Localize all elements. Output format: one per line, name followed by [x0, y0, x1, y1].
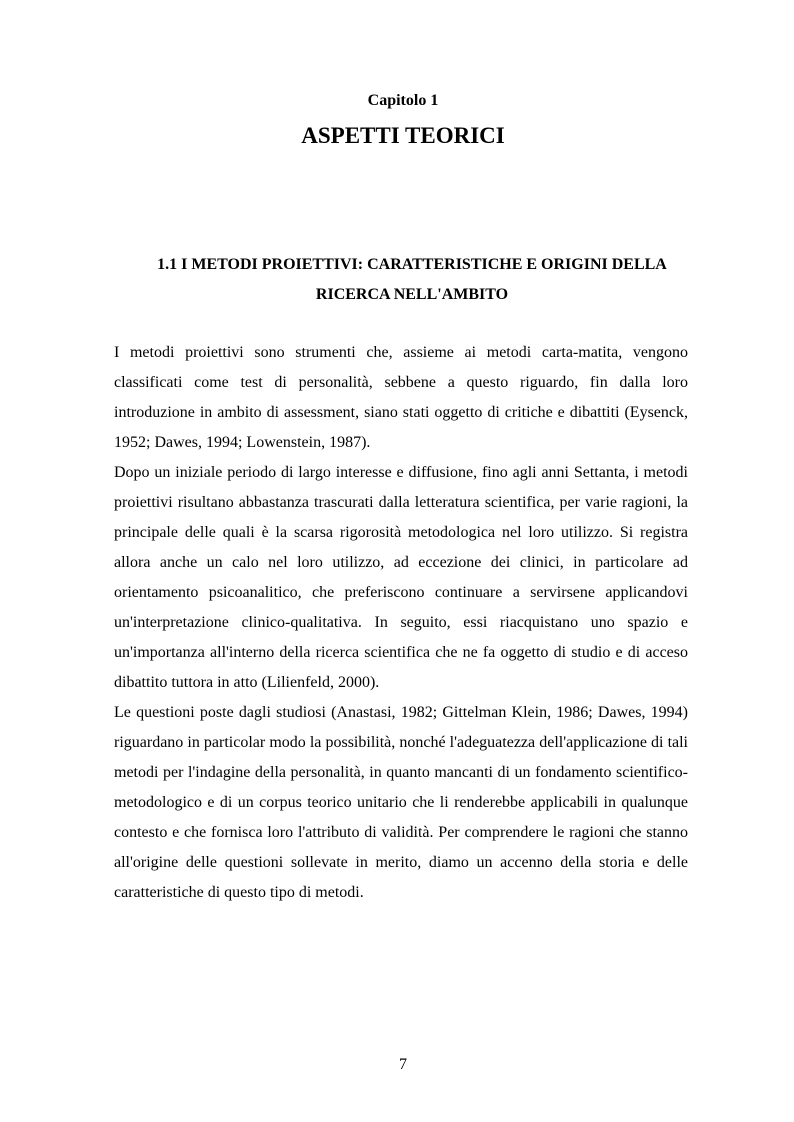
paragraph-3: Le questioni poste dagli studiosi (Anastasi, 1982; Gittelman Klein, 1986; Dawes, 1994) riguardano in particolar modo la possibilità, nonché l'adeguatezza dell'applicazione di tali metodi per l'indagine della personalità, in quanto mancanti di un fondamento scientifico-metodologico e di un corpus teorico unitario che li renderebbe applicabili in qualunque contesto e che fornisca loro l'attributo di validità. Per comprendere le ragioni che stanno all'origine delle questioni sollevate in merito, diamo un accenno della storia e delle caratteristiche di questo tipo di metodi. [114, 704, 688, 901]
page-number: 7 [399, 1056, 407, 1073]
section-title: 1.1 I METODI PROIETTIVI: CARATTERISTICHE E ORIGINI DELLA RICERCA NELL'AMBITO [157, 256, 667, 303]
chapter-label: Capitolo 1 [367, 92, 439, 109]
body-text [114, 338, 688, 908]
paragraph-1: I metodi proiettivi sono strumenti che, assieme ai metodi carta-matita, vengono classificati come test di personalità, sebbene a questo riguardo, fin dalla loro introduzione in ambito di assessment, siano stati oggetto di critiche e dibattiti (Eysenck, 1952; Dawes, 1994; Lowenstein, 1987). [114, 344, 688, 451]
paragraph-2: Dopo un iniziale periodo di largo interesse e diffusione, fino agli anni Settanta, i metodi proiettivi risultano abbastanza trascurati dalla letteratura scientifica, per varie ragioni, la principale delle quali è la scarsa rigorosità metodologica nel loro utilizzo. Si registra allora anche un calo nel loro utilizzo, ad eccezione dei clinici, in particolare ad orientamento psicoanalitico, che preferiscono continuare a servirsene applicandovi un'interpretazione clinico-qualitativa. In seguito, essi riacquistano uno spazio e un'importanza all'interno della ricerca scientifica che ne fa oggetto di studio e di acceso dibattito tuttora in atto (Lilienfeld, 2000). [114, 464, 688, 691]
chapter-title: ASPETTI TEORICI [301, 123, 505, 148]
